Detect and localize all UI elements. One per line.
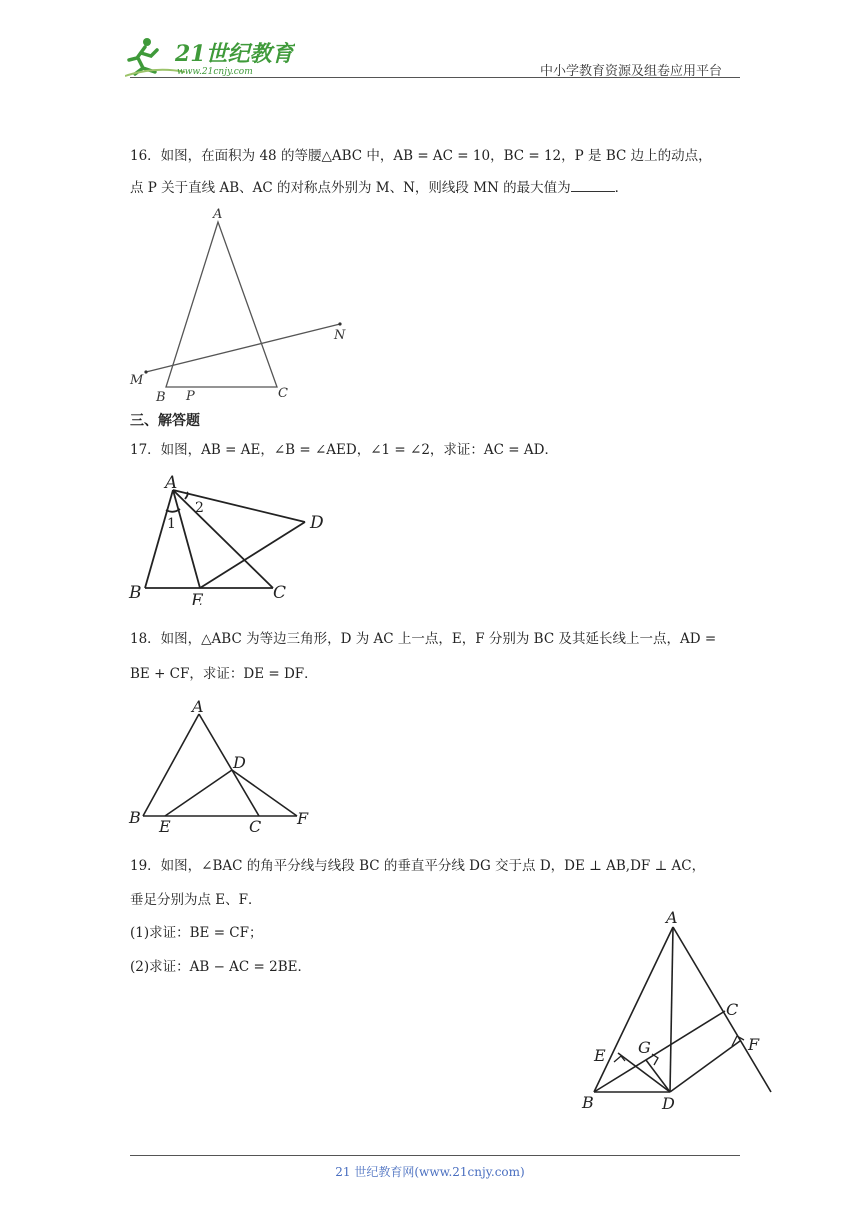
q19-label-c: C [726, 1000, 739, 1019]
q18-text-line1: 18．如图，△ABC 为等边三角形，D 为 AC 上一点，E，F 分别为 BC 及其延长线上一点，AD = [130, 631, 717, 647]
q19-text-line1: 19．如图，∠BAC 的角平分线与线段 BC 的垂直平分线 DG 交于点 D，DE ⊥ AB,DF ⊥ AC， [130, 858, 706, 874]
q16-text-line2-end: ． [614, 180, 629, 196]
section-title: 三、解答题 [130, 413, 200, 429]
q16-figure [120, 200, 360, 405]
q18-label-d: D [233, 753, 246, 772]
q16-label-a: A [213, 207, 223, 222]
q16-label-p: P [186, 389, 195, 404]
site-logo [125, 34, 295, 80]
q16-label-m: M [130, 373, 144, 388]
logo-text: 21世纪教育 [175, 41, 294, 67]
q19-part2: (2)求证：AB − AC = 2BE． [130, 959, 312, 975]
logo-url: www.21cnjy.com [177, 67, 253, 77]
q19-text-line2: 垂足分别为点 E、F． [130, 892, 262, 908]
q19-part1: (1)求证：BE = CF； [130, 925, 263, 941]
q17-text: 17．如图，AB = AE，∠B = ∠AED，∠1 = ∠2，求证：AC = AD． [130, 442, 558, 458]
q19-label-e: E [594, 1046, 606, 1065]
footer-divider [130, 1155, 740, 1156]
q17-label-c: C [273, 583, 287, 603]
q18-label-f: F [297, 809, 309, 828]
q18-text-line2: BE + CF，求证：DE = DF． [130, 666, 318, 682]
q16-text-line2 [130, 178, 628, 198]
answer-blank [571, 179, 615, 192]
q17-figure [125, 470, 335, 605]
header-divider [130, 77, 740, 78]
q17-label-2: 2 [195, 500, 204, 516]
q19-label-b: B [582, 1093, 594, 1112]
q19-label-g: G [638, 1038, 651, 1057]
q18-label-e: E [159, 817, 171, 836]
q16-text-line2-main: 点 P 关于直线 AB、AC 的对称点外别为 M、N，则线段 MN 的最大值为 [130, 180, 571, 196]
q16-segment-mn [146, 324, 340, 372]
header-platform-name: 中小学教育资源及组卷应用平台 [540, 64, 723, 79]
q16-label-n: N [334, 328, 346, 343]
q16-label-b: B [156, 390, 166, 405]
q19-label-a: A [666, 908, 678, 927]
q16-triangle-abc [166, 222, 277, 387]
q18-label-c: C [249, 817, 262, 836]
q17-label-d: D [310, 513, 324, 533]
q19-figure [578, 905, 788, 1115]
q17-label-1: 1 [167, 516, 176, 532]
footer-text[interactable]: 21 世纪教育网(www.21cnjy.com) [335, 1165, 525, 1179]
q18-figure [125, 696, 325, 838]
q19-label-f: F [748, 1035, 760, 1054]
q16-text-line1: 16．如图，在面积为 48 的等腰△ABC 中，AB = AC = 10，BC = 12，P 是 BC 边上的动点， [130, 148, 712, 164]
q18-label-a: A [192, 697, 204, 716]
q17-label-a: A [165, 473, 178, 493]
q17-label-e: E [191, 591, 204, 605]
q16-label-c: C [278, 386, 288, 401]
q18-label-b: B [129, 808, 141, 827]
q19-label-d: D [662, 1094, 675, 1113]
q17-label-b: B [129, 583, 142, 603]
